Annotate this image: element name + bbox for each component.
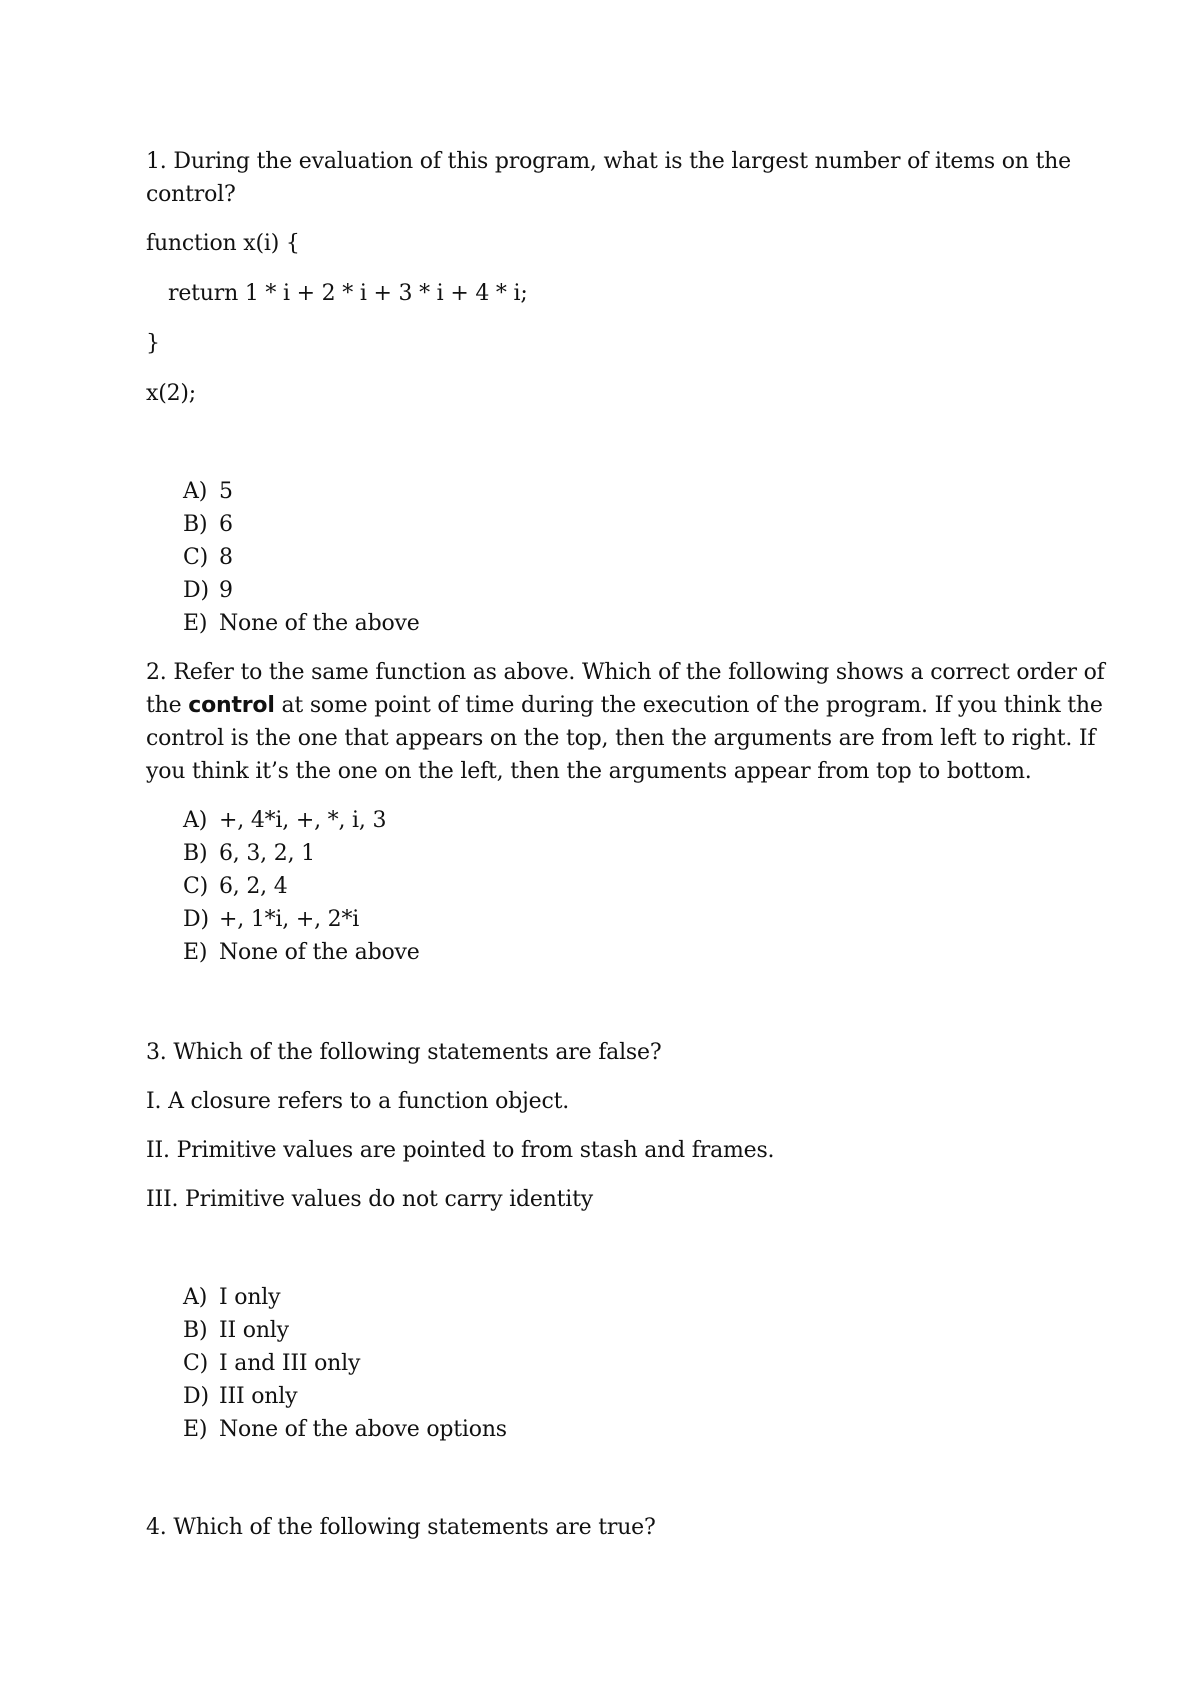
- option-text: None of the above: [219, 940, 420, 965]
- option-text: II only: [219, 1318, 289, 1343]
- q2-option-a: [183, 807, 386, 835]
- option-letter: C): [183, 874, 209, 899]
- q2-option-b: [183, 840, 315, 868]
- option-text: 6: [219, 512, 233, 537]
- option-text: 6, 3, 2, 1: [219, 841, 315, 866]
- option-letter: A): [183, 808, 208, 833]
- q1-code-line-3: }: [146, 331, 160, 356]
- option-letter: E): [183, 611, 208, 636]
- option-text: +, 4*i, +, *, i, 3: [219, 808, 387, 833]
- q1-code-line-4: x(2);: [146, 381, 196, 406]
- option-letter: B): [183, 1318, 208, 1343]
- option-text: 9: [219, 578, 233, 603]
- q3-statement-1: I. A closure refers to a function object.: [146, 1089, 570, 1114]
- q2-line2-pre: the: [146, 693, 189, 718]
- option-letter: E): [183, 1417, 208, 1442]
- q2-option-e: [183, 939, 420, 967]
- option-text: +, 1*i, +, 2*i: [219, 907, 360, 932]
- q2-control-keyword: control: [188, 693, 275, 718]
- option-letter: E): [183, 940, 208, 965]
- option-text: I only: [219, 1285, 281, 1310]
- option-letter: C): [183, 545, 209, 570]
- q1-option-d: [183, 577, 233, 605]
- q2-option-c: [183, 873, 288, 901]
- option-letter: B): [183, 512, 208, 537]
- q3-option-d: [183, 1383, 297, 1411]
- option-letter: D): [183, 907, 209, 932]
- q2-text-line-3: control is the one that appears on the top, then the arguments are from left to right. If: [146, 726, 1096, 751]
- q2-text-line-2: [146, 692, 1103, 720]
- q4-text-line-1: 4. Which of the following statements are true?: [146, 1515, 656, 1540]
- q3-option-c: [183, 1350, 360, 1378]
- q3-option-b: [183, 1317, 289, 1345]
- q1-option-e: [183, 610, 420, 638]
- q3-text-line-1: 3. Which of the following statements are false?: [146, 1040, 662, 1065]
- option-text: None of the above options: [219, 1417, 507, 1442]
- option-letter: A): [183, 1285, 208, 1310]
- q2-option-d: [183, 906, 359, 934]
- q2-line2-post: at some point of time during the execution of the program. If you think the: [274, 693, 1103, 718]
- q1-option-a: [183, 478, 233, 506]
- option-letter: D): [183, 578, 209, 603]
- option-letter: B): [183, 841, 208, 866]
- q1-text-line-1: 1. During the evaluation of this program, what is the largest number of items on the: [146, 149, 1071, 174]
- q1-option-b: [183, 511, 233, 539]
- q2-text-line-1: 2. Refer to the same function as above. Which of the following shows a correct order of: [146, 660, 1105, 685]
- option-text: 5: [219, 479, 233, 504]
- option-letter: D): [183, 1384, 209, 1409]
- option-text: III only: [219, 1384, 298, 1409]
- q3-statement-2: II. Primitive values are pointed to from stash and frames.: [146, 1138, 775, 1163]
- option-letter: C): [183, 1351, 209, 1376]
- option-text: 8: [219, 545, 233, 570]
- q3-statement-3: III. Primitive values do not carry identity: [146, 1187, 593, 1212]
- q1-text-line-2: control?: [146, 182, 236, 207]
- q1-code-line-2: return 1 * i + 2 * i + 3 * i + 4 * i;: [168, 281, 528, 306]
- q1-option-c: [183, 544, 233, 572]
- option-text: 6, 2, 4: [219, 874, 288, 899]
- q2-text-line-4: you think it’s the one on the left, then the arguments appear from top to bottom.: [146, 759, 1032, 784]
- option-text: I and III only: [219, 1351, 361, 1376]
- q3-option-a: [183, 1284, 280, 1312]
- option-letter: A): [183, 479, 208, 504]
- q1-code-line-1: function x(i) {: [146, 231, 300, 256]
- option-text: None of the above: [219, 611, 420, 636]
- q3-option-e: [183, 1416, 507, 1444]
